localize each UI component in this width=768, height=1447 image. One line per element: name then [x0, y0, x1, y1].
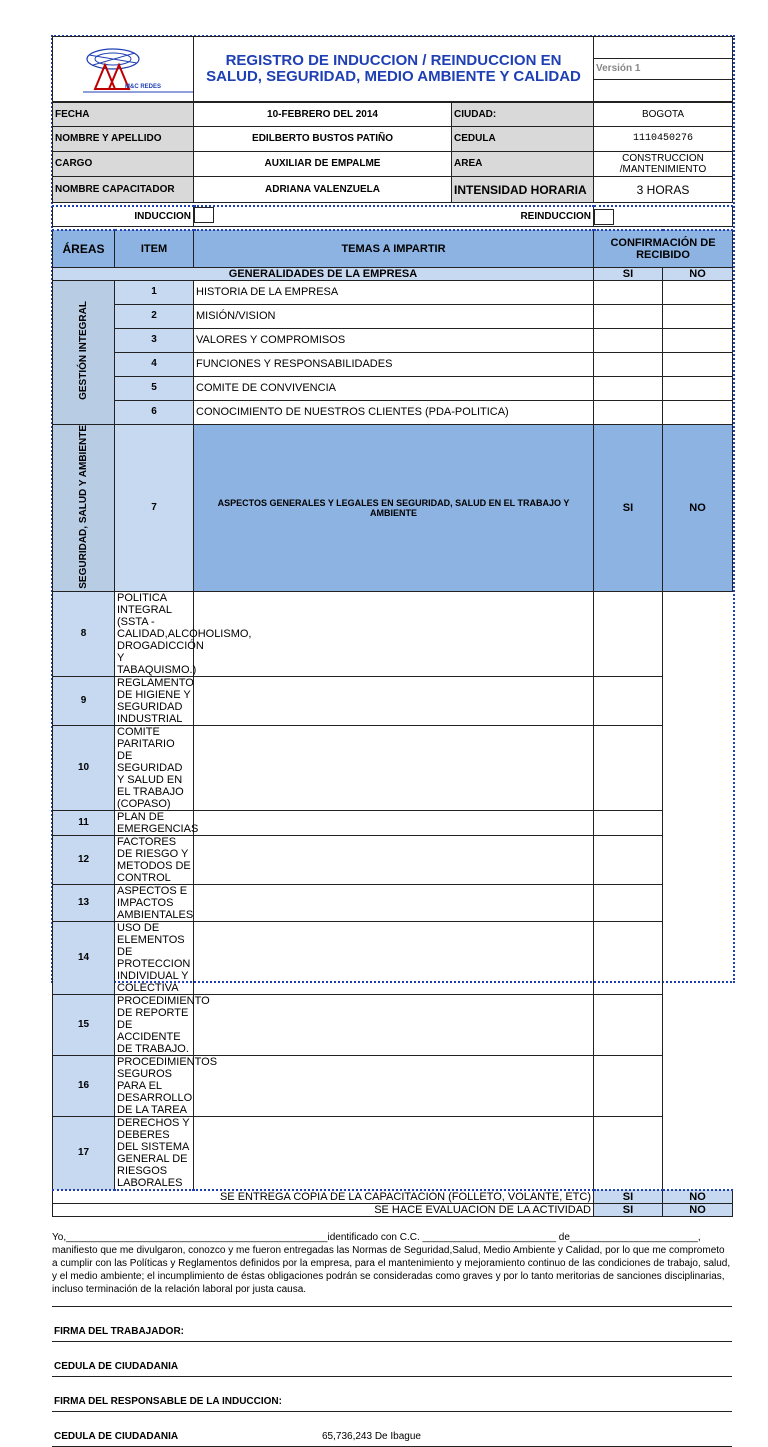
nombre-value: EDILBERTO BUSTOS PATIÑO [194, 127, 452, 152]
section2-num: 7 [115, 424, 194, 592]
item-topic: PLAN DE EMERGENCIAS [115, 811, 194, 836]
item-topic: COMITE PARITARIO DE SEGURIDAD Y SALUD EN EL TRABAJO (COPASO) [115, 726, 194, 811]
section1-si: SI [594, 267, 663, 280]
logo-text: M&C REDES [125, 84, 162, 90]
area-gestion [53, 280, 115, 424]
induccion-checkbox[interactable] [194, 207, 214, 223]
item-number: 6 [115, 400, 194, 424]
capacitador-value: ADRIANA VALENZUELA [194, 177, 452, 203]
item-number: 4 [115, 352, 194, 376]
area-seguridad [53, 424, 115, 592]
item-no-cell[interactable] [663, 328, 733, 352]
reinduccion-checkbox[interactable] [594, 209, 614, 225]
item-si-cell[interactable] [194, 592, 594, 677]
fecha-label: FECHA [53, 103, 194, 127]
item-number: 14 [53, 922, 115, 995]
item-no-cell[interactable] [663, 376, 733, 400]
item-no-cell[interactable] [594, 836, 663, 885]
reinduccion-cell [594, 206, 733, 227]
item-no-cell[interactable] [663, 352, 733, 376]
col-areas: ÁREAS [53, 230, 115, 267]
cedula2-row [52, 1412, 732, 1447]
logo [53, 37, 194, 102]
topics-table [52, 229, 733, 1217]
item-no-cell[interactable] [594, 726, 663, 811]
info-table [52, 102, 733, 203]
tower-antenna-icon [53, 37, 194, 101]
copia-label: SE ENTREGA COPIA DE LA CAPACITACION (FOLLETO, VOLANTE, ETC) [53, 1190, 594, 1204]
section2-no: NO [663, 424, 733, 592]
item-number: 15 [53, 995, 115, 1056]
fecha-value: 10-FEBRERO DEL 2014 [194, 103, 452, 127]
firma-trabajador-label: FIRMA DEL TRABAJADOR: [52, 1307, 732, 1342]
item-topic: COMITE DE CONVIVENCIA [194, 376, 594, 400]
item-topic: PROCEDIMIENTO DE REPORTE DE ACCIDENTE DE TRABAJO. [115, 995, 194, 1056]
item-number: 2 [115, 304, 194, 328]
capacitador-label: NOMBRE CAPACITADOR [53, 177, 194, 203]
item-no-cell[interactable] [594, 592, 663, 677]
item-no-cell[interactable] [663, 304, 733, 328]
item-si-cell[interactable] [194, 1056, 594, 1117]
item-no-cell[interactable] [594, 811, 663, 836]
header-empty-cell [594, 37, 733, 59]
item-number: 13 [53, 885, 115, 922]
item-topic: POLITICA INTEGRAL (SSTA - CALIDAD,ALCOHOLISMO, DROGADICCIÓN Y TABAQUISMO.) [115, 592, 194, 677]
evaluacion-no[interactable]: NO [663, 1204, 733, 1217]
item-number: 9 [53, 677, 115, 726]
nombre-label: NOMBRE Y APELLIDO [53, 127, 194, 152]
version-label: Versión 1 [594, 59, 733, 79]
firma-responsable-label: FIRMA DEL RESPONSABLE DE LA INDUCCION: [52, 1377, 732, 1412]
item-si-cell[interactable] [594, 280, 663, 304]
item-si-cell[interactable] [194, 811, 594, 836]
item-topic: VALORES Y COMPROMISOS [194, 328, 594, 352]
evaluacion-label: SE HACE EVALUACION DE LA ACTIVIDAD [53, 1204, 594, 1217]
cedula-label: CEDULA [452, 127, 594, 152]
copia-no[interactable]: NO [663, 1190, 733, 1204]
item-no-cell[interactable] [663, 400, 733, 424]
item-si-cell[interactable] [594, 352, 663, 376]
item-topic: CONOCIMIENTO DE NUESTROS CLIENTES (PDA-POLITICA) [194, 400, 594, 424]
col-confirmacion: CONFIRMACIÓN DE RECIBIDO [594, 230, 733, 267]
type-table [52, 205, 733, 227]
section2-title: ASPECTOS GENERALES Y LEGALES EN SEGURIDAD, SALUD EN EL TRABAJO Y AMBIENTE [194, 424, 594, 592]
item-topic: USO DE ELEMENTOS DE PROTECCION INDIVIDUAL Y COLECTIVA [115, 922, 194, 995]
declaration-text: Yo,_______________________________________________identificado con C.C. ________________________ de_______________________, manifiesto que me divulgaron, conozco y me fueron entregadas las Normas de Seguridad,Salud, Medio Ambiente y Calidad, por lo que me comprometo a cumplir con las Políticas y Reglamentos definidos por la empresa, para el mantenimiento y mejoramiento continuo de las condiciones de trabajo, salud, y el medio ambiente; el incumplimiento de éstas obligaciones podrán se consideradas como graves y por lo tanto meritorias de sanciones disciplinarias, incluso terminación de la relación laboral por justa causa. [52, 1232, 731, 1296]
col-item: ITEM [115, 230, 194, 267]
item-topic: REGLAMENTO DE HIGIENE Y SEGURIDAD INDUSTRIAL [115, 677, 194, 726]
signature-table [52, 1306, 732, 1447]
cedula2-value: 65,736,243 De Ibague [322, 1431, 421, 1443]
header-empty-cell [594, 79, 733, 101]
item-topic: FUNCIONES Y RESPONSABILIDADES [194, 352, 594, 376]
col-temas: TEMAS A IMPARTIR [194, 230, 594, 267]
area-value: CONSTRUCCION /MANTENIMIENTO [594, 152, 733, 177]
copia-si[interactable]: SI [594, 1190, 663, 1204]
item-no-cell[interactable] [663, 280, 733, 304]
item-topic: FACTORES DE RIESGO Y METODOS DE CONTROL [115, 836, 194, 885]
type-middle [194, 206, 594, 227]
item-si-cell[interactable] [594, 304, 663, 328]
intensidad-label: INTENSIDAD HORARIA [452, 177, 594, 203]
item-no-cell[interactable] [594, 677, 663, 726]
item-si-cell[interactable] [194, 1117, 594, 1191]
item-topic: PROCEDIMIENTOS SEGUROS PARA EL DESARROLLO DE LA TAREA [115, 1056, 194, 1117]
ciudad-value: BOGOTA [594, 103, 733, 127]
area-gestion-label: GESTIÓN INTEGRAL [77, 301, 89, 400]
cedula1-label: CEDULA DE CIUDADANIA [52, 1342, 732, 1377]
page-title: REGISTRO DE INDUCCION / REINDUCCION EN SALUD, SEGURIDAD, MEDIO AMBIENTE Y CALIDAD [194, 37, 594, 102]
item-si-cell[interactable] [194, 885, 594, 922]
item-number: 16 [53, 1056, 115, 1117]
item-si-cell[interactable] [194, 836, 594, 885]
item-no-cell[interactable] [594, 922, 663, 995]
header-table [52, 36, 733, 102]
ciudad-label: CIUDAD: [452, 103, 594, 127]
item-number: 1 [115, 280, 194, 304]
item-number: 5 [115, 376, 194, 400]
item-number: 3 [115, 328, 194, 352]
item-no-cell[interactable] [594, 995, 663, 1056]
item-number: 12 [53, 836, 115, 885]
item-si-cell[interactable] [194, 677, 594, 726]
item-si-cell[interactable] [594, 328, 663, 352]
item-no-cell[interactable] [594, 1117, 663, 1191]
intensidad-value: 3 HORAS [594, 177, 733, 203]
induccion-label: INDUCCION [53, 206, 194, 227]
induction-form [52, 36, 732, 1447]
item-number: 17 [53, 1117, 115, 1191]
item-number: 10 [53, 726, 115, 811]
item-topic: ASPECTOS E IMPACTOS AMBIENTALES [115, 885, 194, 922]
section2-si: SI [594, 424, 663, 592]
cargo-value: AUXILIAR DE EMPALME [194, 152, 452, 177]
evaluacion-si[interactable]: SI [594, 1204, 663, 1217]
item-si-cell[interactable] [194, 726, 594, 811]
item-number: 11 [53, 811, 115, 836]
section1-title: GENERALIDADES DE LA EMPRESA [53, 267, 594, 280]
area-label: AREA [452, 152, 594, 177]
item-number: 8 [53, 592, 115, 677]
cedula-value: 1110450276 [594, 127, 733, 152]
item-no-cell[interactable] [594, 1056, 663, 1117]
item-no-cell[interactable] [594, 885, 663, 922]
section1-no: NO [663, 267, 733, 280]
reinduccion-label: REINDUCCION [520, 211, 591, 222]
area-seguridad-label: SEGURIDAD, SALUD Y AMBIENTE [77, 424, 89, 589]
item-si-cell[interactable] [594, 376, 663, 400]
item-topic: MISIÓN/VISION [194, 304, 594, 328]
cargo-label: CARGO [53, 152, 194, 177]
item-topic: HISTORIA DE LA EMPRESA [194, 280, 594, 304]
item-topic: DERECHOS Y DEBERES DEL SISTEMA GENERAL DE RIESGOS LABORALES [115, 1117, 194, 1191]
item-si-cell[interactable] [194, 922, 594, 995]
item-si-cell[interactable] [194, 995, 594, 1056]
cedula2-label: CEDULA DE CIUDADANIA [54, 1431, 179, 1443]
item-si-cell[interactable] [594, 400, 663, 424]
